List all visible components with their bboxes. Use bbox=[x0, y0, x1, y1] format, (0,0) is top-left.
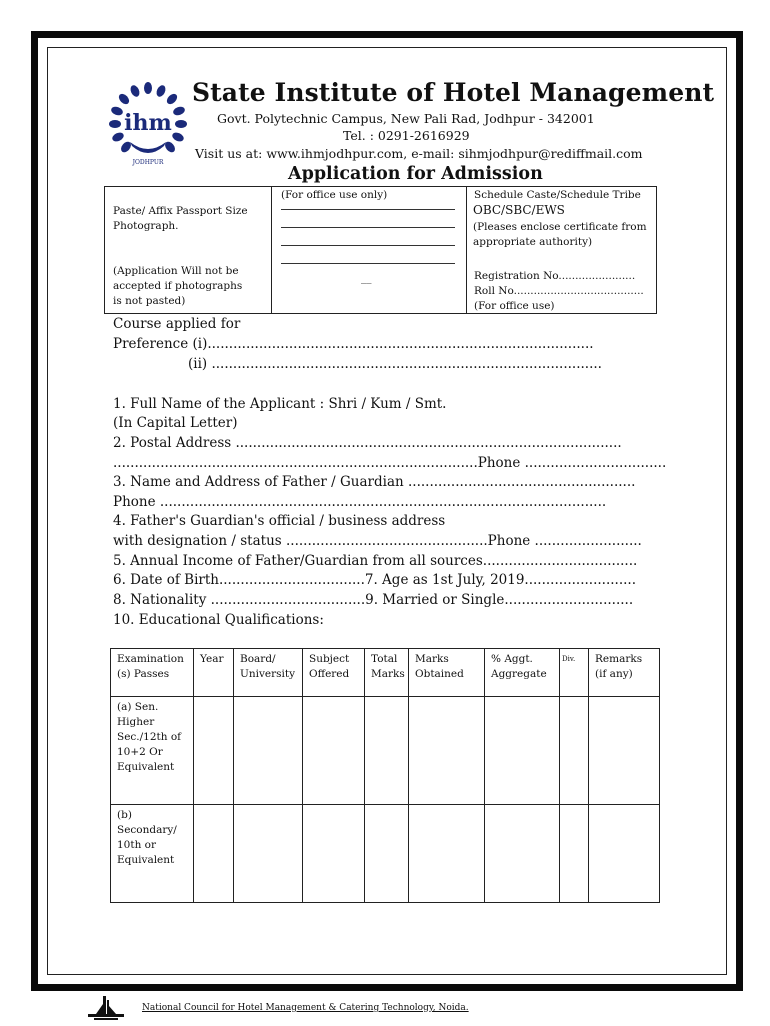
header-div: Div. bbox=[560, 649, 589, 697]
table-cell[interactable] bbox=[589, 805, 660, 903]
office-line[interactable] bbox=[281, 209, 455, 210]
logo-city: JODHPUR bbox=[132, 159, 164, 166]
ihm-logo bbox=[108, 82, 188, 166]
header-board: Board/ University bbox=[234, 649, 303, 697]
office-blank-marker: __ bbox=[361, 272, 372, 284]
field-full-name[interactable]: 1. Full Name of the Applicant : Shri / Kum / Smt. bbox=[113, 396, 447, 412]
field-guardian[interactable]: 3. Name and Address of Father / Guardian ..................................................... bbox=[113, 474, 636, 490]
table-cell[interactable] bbox=[409, 697, 485, 805]
office-use-label: (For office use) bbox=[474, 300, 555, 312]
table-cell[interactable] bbox=[589, 697, 660, 805]
field-postal-address[interactable]: 2. Postal Address .......................................................................................... bbox=[113, 435, 622, 451]
registration-no[interactable]: Registration No....................... bbox=[474, 270, 636, 282]
preference-2[interactable]: (ii) ........................................................................................... bbox=[188, 356, 602, 372]
table-cell[interactable] bbox=[303, 697, 365, 805]
institute-name: State Institute of Hotel Management bbox=[192, 78, 715, 107]
field-guardian-phone[interactable]: Phone ........................................................................................................ bbox=[113, 494, 607, 510]
table-cell[interactable] bbox=[303, 805, 365, 903]
table-cell[interactable] bbox=[409, 805, 485, 903]
qualification-table bbox=[110, 648, 660, 903]
header-examination: Examination (s) Passes bbox=[111, 649, 194, 697]
roll-no[interactable]: Roll No....................................... bbox=[474, 285, 644, 297]
photo-note-3: is not pasted) bbox=[113, 295, 186, 307]
photo-note-2: accepted if photographs bbox=[113, 280, 243, 292]
table-cell[interactable] bbox=[485, 697, 560, 805]
table-row bbox=[111, 805, 660, 903]
office-line[interactable] bbox=[281, 227, 455, 228]
table-cell[interactable] bbox=[365, 805, 409, 903]
header-year: Year bbox=[194, 649, 234, 697]
table-cell[interactable] bbox=[194, 805, 234, 903]
field-address-phone[interactable]: .....................................................................................Phone ................................. bbox=[113, 455, 667, 471]
header-aggregate: % Aggt. Aggregate bbox=[485, 649, 560, 697]
field-designation[interactable]: with designation / status ...............................................Phone ......................... bbox=[113, 533, 642, 549]
category-line-2: OBC/SBC/EWS bbox=[473, 203, 565, 217]
logo-text: ihm bbox=[124, 110, 172, 136]
course-label: Course applied for bbox=[113, 316, 241, 332]
category-line-1: Schedule Caste/Schedule Tribe bbox=[474, 189, 641, 201]
field-official-address[interactable]: 4. Father's Guardian's official / business address bbox=[113, 513, 446, 529]
address-line: Govt. Polytechnic Campus, New Pali Rad, Jodhpur - 342001 bbox=[217, 111, 595, 126]
row-label-secondary: (b) Secondary/ 10th or Equivalent bbox=[111, 805, 194, 903]
office-use-heading: (For office use only) bbox=[281, 189, 388, 201]
field-capital-note: (In Capital Letter) bbox=[113, 415, 238, 431]
table-row bbox=[111, 697, 660, 805]
nchmct-emblem-icon bbox=[84, 994, 128, 1022]
table-cell[interactable] bbox=[365, 697, 409, 805]
table-cell[interactable] bbox=[560, 697, 589, 805]
header-marks-obtained: Marks Obtained bbox=[409, 649, 485, 697]
footer-text: National Council for Hotel Management & Catering Technology, Noida. bbox=[142, 1003, 469, 1013]
photo-note-1: (Application Will not be bbox=[113, 265, 239, 277]
top-info-box bbox=[104, 186, 657, 314]
category-note-1: (Pleases enclose certificate from bbox=[473, 221, 647, 233]
table-cell[interactable] bbox=[234, 697, 303, 805]
preference-1[interactable]: Preference (i).......................................................................................... bbox=[113, 336, 594, 352]
table-cell[interactable] bbox=[485, 805, 560, 903]
photo-instruction-2: Photograph. bbox=[113, 220, 179, 232]
category-note-2: appropriate authority) bbox=[473, 236, 593, 248]
field-education-heading: 10. Educational Qualifications: bbox=[113, 612, 324, 628]
table-cell[interactable] bbox=[194, 697, 234, 805]
field-annual-income[interactable]: 5. Annual Income of Father/Guardian from all sources.................................... bbox=[113, 553, 638, 569]
header-total-marks: Total Marks bbox=[365, 649, 409, 697]
row-label-senior: (a) Sen. Higher Sec./12th of 10+2 Or Equivalent bbox=[111, 697, 194, 805]
contact-line: Visit us at: www.ihmjodhpur.com, e-mail: sihmjodhpur@rediffmail.com bbox=[195, 146, 643, 161]
form-title: Application for Admission bbox=[288, 164, 543, 184]
field-nationality[interactable]: 8. Nationality ....................................9. Married or Single.............................. bbox=[113, 592, 634, 608]
office-line[interactable] bbox=[281, 263, 455, 264]
table-cell[interactable] bbox=[560, 805, 589, 903]
header-remarks: Remarks (if any) bbox=[589, 649, 660, 697]
photo-instruction-1: Paste/ Affix Passport Size bbox=[113, 205, 248, 217]
table-cell[interactable] bbox=[234, 805, 303, 903]
tel-line: Tel. : 0291-2616929 bbox=[343, 128, 470, 143]
field-dob-age[interactable]: 6. Date of Birth..................................7. Age as 1st July, 2019.......................... bbox=[113, 572, 636, 588]
office-line[interactable] bbox=[281, 245, 455, 246]
table-header-row bbox=[111, 649, 660, 697]
header-subject: Subject Offered bbox=[303, 649, 365, 697]
